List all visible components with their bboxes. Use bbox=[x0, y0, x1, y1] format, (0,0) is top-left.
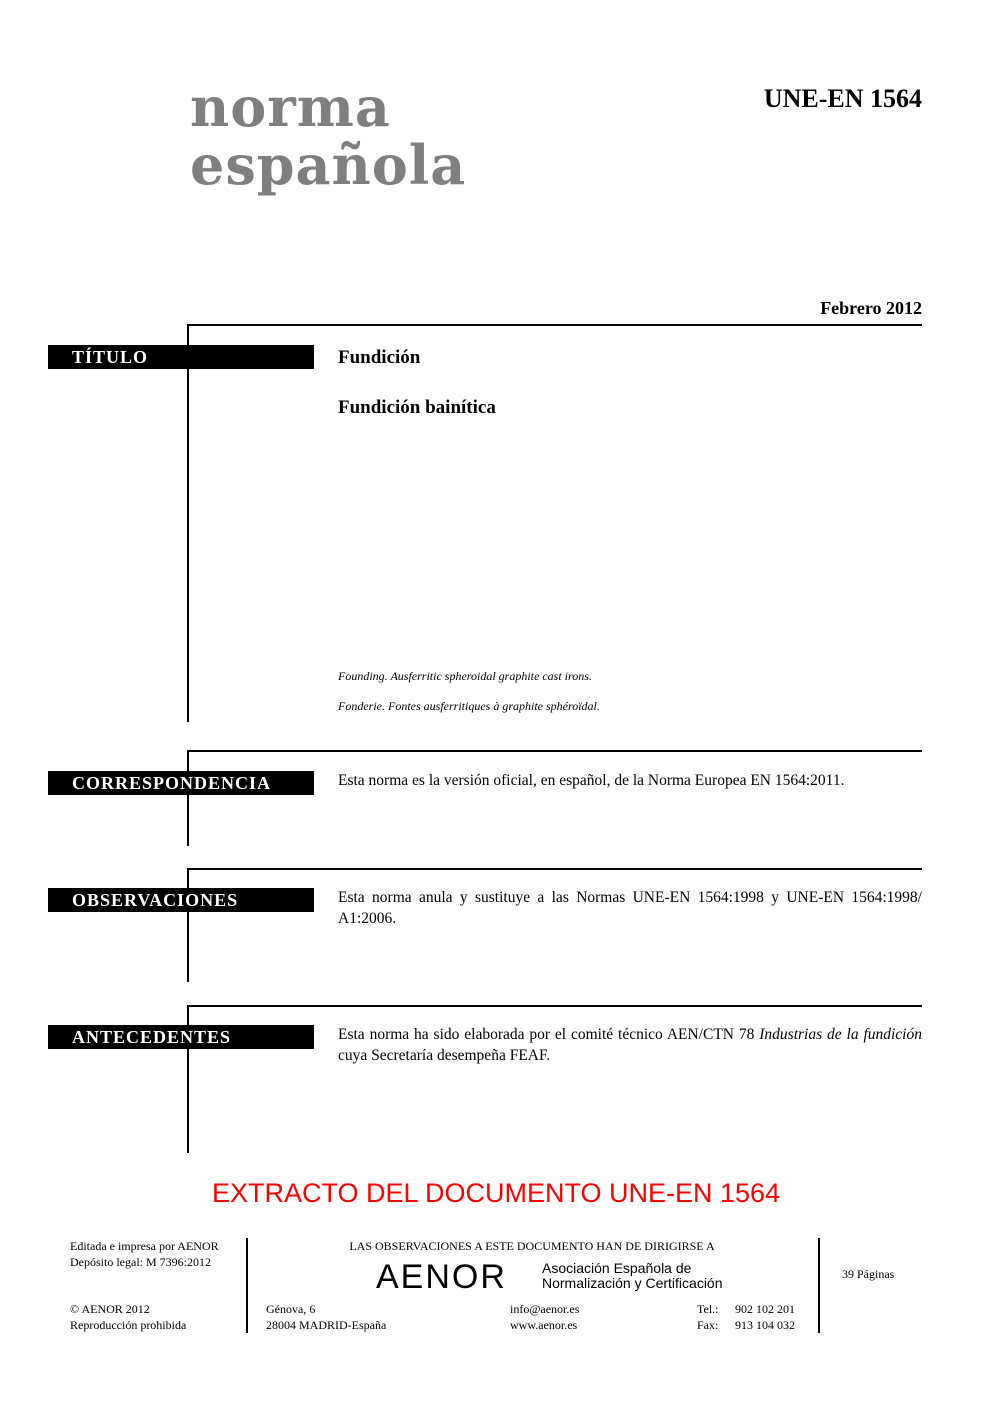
reproduction-notice: Reproducción prohibida bbox=[70, 1318, 187, 1332]
label-titulo: TÍTULO bbox=[48, 345, 314, 369]
aenor-org-name bbox=[542, 1261, 723, 1291]
fax-label: Fax: bbox=[697, 1318, 719, 1332]
contact-web[interactable]: www.aenor.es bbox=[510, 1318, 578, 1332]
label-correspondencia: CORRESPONDENCIA bbox=[48, 771, 314, 795]
title-fr: Fonderie. Fontes ausferritiques à graphite sphéroïdal. bbox=[338, 699, 600, 713]
section-bar-correspondencia bbox=[187, 750, 189, 846]
legal-deposit: Depósito legal: M 7396:2012 bbox=[70, 1255, 211, 1269]
copyright: © AENOR 2012 bbox=[70, 1302, 150, 1316]
tel-label: Tel.: bbox=[697, 1302, 719, 1316]
section-bar-observaciones bbox=[187, 868, 189, 982]
section-rule-antecedentes bbox=[187, 1005, 922, 1007]
observaciones-text: Esta norma anula y sustituye a las Normas UNE-EN 1564:1998 y UNE-EN 1564:1998/ A1:2006. bbox=[338, 889, 922, 927]
label-observaciones: OBSERVACIONES bbox=[48, 888, 314, 912]
footer-contact-online bbox=[510, 1301, 579, 1333]
extract-notice: EXTRACTO DEL DOCUMENTO UNE-EN 1564 bbox=[211, 1178, 781, 1208]
publication-date: Febrero 2012 bbox=[820, 298, 922, 318]
correspondencia-text: Esta norma es la versión oficial, en español, de la Norma Europea EN 1564:2011. bbox=[338, 772, 845, 789]
page-count: 39 Páginas bbox=[842, 1267, 895, 1281]
brand-line-1: norma bbox=[190, 75, 391, 139]
fax-number: 913 104 032 bbox=[735, 1318, 795, 1332]
title-es-2: Fundición bainítica bbox=[338, 397, 496, 418]
section-bar-titulo bbox=[187, 324, 189, 722]
address-street: Génova, 6 bbox=[266, 1302, 316, 1316]
observations-address: LAS OBSERVACIONES A ESTE DOCUMENTO HAN DE DIRIGIRSE A bbox=[349, 1239, 715, 1253]
section-rule-titulo bbox=[187, 324, 922, 326]
aenor-logo: AENOR bbox=[376, 1258, 507, 1296]
address-city: 28004 MADRID-España bbox=[266, 1318, 387, 1332]
tel-number: 902 102 201 bbox=[735, 1302, 795, 1316]
org-name-line-1: Asociación Española de bbox=[542, 1260, 692, 1276]
footer-contact-phone bbox=[697, 1301, 719, 1333]
section-rule-correspondencia bbox=[187, 750, 922, 752]
brand-line-2: española bbox=[190, 133, 467, 197]
title-es-1: Fundición bbox=[338, 347, 421, 368]
footer-edition bbox=[70, 1238, 219, 1270]
footer-contact-numbers bbox=[735, 1301, 795, 1333]
footer-copyright bbox=[70, 1301, 186, 1333]
title-en: Founding. Ausferritic spheroidal graphite cast irons. bbox=[338, 669, 592, 683]
org-name-line-2: Normalización y Certificación bbox=[542, 1275, 723, 1291]
standard-code: UNE-EN 1564 bbox=[763, 84, 922, 113]
antecedentes-text bbox=[338, 1024, 922, 1066]
antecedentes-text-after: cuya Secretaría desempeña FEAF. bbox=[338, 1047, 551, 1064]
footer-address bbox=[266, 1301, 386, 1333]
section-rule-observaciones bbox=[187, 868, 922, 870]
edited-by: Editada e impresa por AENOR bbox=[70, 1239, 219, 1253]
antecedentes-text-before: Esta norma ha sido elaborada por el comité técnico AEN/CTN 78 bbox=[338, 1026, 760, 1043]
footer-divider-right bbox=[818, 1238, 820, 1333]
label-antecedentes: ANTECEDENTES bbox=[48, 1025, 314, 1049]
antecedentes-committee-name: Industrias de la fundición bbox=[759, 1026, 922, 1043]
brand-title bbox=[190, 75, 467, 197]
contact-email[interactable]: info@aenor.es bbox=[510, 1302, 580, 1316]
